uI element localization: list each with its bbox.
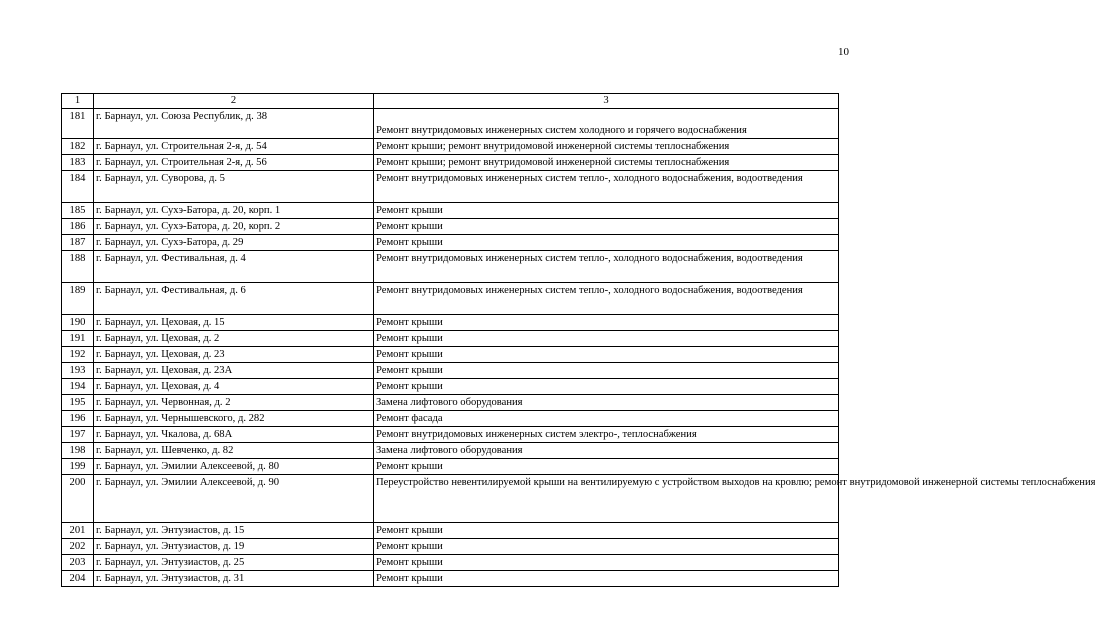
row-work-type: Ремонт крыши [374, 315, 839, 331]
row-work-type: Ремонт внутридомовых инженерных систем тепло-, холодного водоснабжения, водоотведения [374, 251, 839, 283]
row-number: 193 [62, 363, 94, 379]
row-address: г. Барнаул, ул. Цеховая, д. 23 [94, 347, 374, 363]
row-number: 200 [62, 475, 94, 523]
row-address: г. Барнаул, ул. Строительная 2-я, д. 54 [94, 139, 374, 155]
table-row [62, 411, 839, 427]
row-address: г. Барнаул, ул. Шевченко, д. 82 [94, 443, 374, 459]
row-number: 197 [62, 427, 94, 443]
table-row [62, 555, 839, 571]
column-header-number: 1 [62, 94, 94, 109]
row-address: г. Барнаул, ул. Цеховая, д. 15 [94, 315, 374, 331]
table-row [62, 475, 839, 523]
row-work-type: Ремонт крыши [374, 555, 839, 571]
column-header-address: 2 [94, 94, 374, 109]
table-row [62, 523, 839, 539]
row-work-type: Переустройство невентилируемой крыши на вентилируемую с устройством выходов на кровлю; ремонт внутридомовой инженерной системы теплоснабжения [374, 475, 839, 523]
row-number: 182 [62, 139, 94, 155]
table-row [62, 235, 839, 251]
table-row [62, 139, 839, 155]
table-row [62, 155, 839, 171]
table-row [62, 109, 839, 139]
repair-list-table [61, 93, 1095, 587]
row-address: г. Барнаул, ул. Чкалова, д. 68А [94, 427, 374, 443]
table-row [62, 443, 839, 459]
row-number: 201 [62, 523, 94, 539]
row-number: 196 [62, 411, 94, 427]
row-work-type: Ремонт крыши [374, 523, 839, 539]
row-work-type: Ремонт внутридомовых инженерных систем холодного и горячего водоснабжения [374, 109, 839, 139]
row-address: г. Барнаул, ул. Энтузиастов, д. 31 [94, 571, 374, 587]
row-work-type: Замена лифтового оборудования [374, 443, 839, 459]
row-number: 185 [62, 203, 94, 219]
table-header-row [62, 94, 839, 109]
table-row [62, 571, 839, 587]
row-number: 190 [62, 315, 94, 331]
row-address: г. Барнаул, ул. Цеховая, д. 23А [94, 363, 374, 379]
row-work-type: Ремонт крыши; ремонт внутридомовой инженерной системы теплоснабжения [374, 139, 839, 155]
row-work-type: Ремонт крыши; ремонт внутридомовой инженерной системы теплоснабжения [374, 155, 839, 171]
row-address: г. Барнаул, ул. Фестивальная, д. 4 [94, 251, 374, 283]
table-row [62, 395, 839, 411]
table-row [62, 219, 839, 235]
row-number: 188 [62, 251, 94, 283]
row-number: 184 [62, 171, 94, 203]
row-number: 192 [62, 347, 94, 363]
row-number: 191 [62, 331, 94, 347]
row-work-type: Замена лифтового оборудования [374, 395, 839, 411]
row-number: 181 [62, 109, 94, 139]
row-work-type: Ремонт крыши [374, 219, 839, 235]
row-address: г. Барнаул, ул. Сухэ-Батора, д. 20, корп. 1 [94, 203, 374, 219]
table-row [62, 331, 839, 347]
row-number: 195 [62, 395, 94, 411]
row-address: г. Барнаул, ул. Суворова, д. 5 [94, 171, 374, 203]
row-address: г. Барнаул, ул. Цеховая, д. 4 [94, 379, 374, 395]
row-number: 203 [62, 555, 94, 571]
row-number: 199 [62, 459, 94, 475]
row-address: г. Барнаул, ул. Чернышевского, д. 282 [94, 411, 374, 427]
table-row [62, 251, 839, 283]
table-row [62, 379, 839, 395]
table-row [62, 171, 839, 203]
row-address: г. Барнаул, ул. Цеховая, д. 2 [94, 331, 374, 347]
row-address: г. Барнаул, ул. Энтузиастов, д. 19 [94, 539, 374, 555]
table-row [62, 203, 839, 219]
row-address: г. Барнаул, ул. Эмилии Алексеевой, д. 90 [94, 475, 374, 523]
table-row [62, 283, 839, 315]
row-work-type: Ремонт крыши [374, 539, 839, 555]
table-row [62, 459, 839, 475]
row-work-type: Ремонт крыши [374, 347, 839, 363]
row-work-type: Ремонт крыши [374, 331, 839, 347]
row-address: г. Барнаул, ул. Сухэ-Батора, д. 29 [94, 235, 374, 251]
row-address: г. Барнаул, ул. Червонная, д. 2 [94, 395, 374, 411]
table-row [62, 363, 839, 379]
row-number: 187 [62, 235, 94, 251]
row-number: 202 [62, 539, 94, 555]
row-work-type: Ремонт крыши [374, 379, 839, 395]
row-number: 186 [62, 219, 94, 235]
table-row [62, 427, 839, 443]
row-number: 198 [62, 443, 94, 459]
table-row [62, 347, 839, 363]
row-work-type: Ремонт крыши [374, 363, 839, 379]
row-number: 189 [62, 283, 94, 315]
row-work-type: Ремонт крыши [374, 459, 839, 475]
row-address: г. Барнаул, ул. Фестивальная, д. 6 [94, 283, 374, 315]
row-number: 194 [62, 379, 94, 395]
row-work-type: Ремонт внутридомовых инженерных систем электро-, теплоснабжения [374, 427, 839, 443]
row-address: г. Барнаул, ул. Союза Республик, д. 38 [94, 109, 374, 139]
row-address: г. Барнаул, ул. Сухэ-Батора, д. 20, корп. 2 [94, 219, 374, 235]
row-work-type: Ремонт крыши [374, 203, 839, 219]
row-work-type: Ремонт крыши [374, 571, 839, 587]
page-number: 10 [838, 46, 849, 58]
row-address: г. Барнаул, ул. Энтузиастов, д. 25 [94, 555, 374, 571]
column-header-work: 3 [374, 94, 839, 109]
row-work-type: Ремонт внутридомовых инженерных систем тепло-, холодного водоснабжения, водоотведения [374, 283, 839, 315]
row-work-type: Ремонт крыши [374, 235, 839, 251]
row-work-type: Ремонт внутридомовых инженерных систем тепло-, холодного водоснабжения, водоотведения [374, 171, 839, 203]
row-work-type: Ремонт фасада [374, 411, 839, 427]
row-address: г. Барнаул, ул. Эмилии Алексеевой, д. 80 [94, 459, 374, 475]
table-row [62, 539, 839, 555]
row-number: 204 [62, 571, 94, 587]
row-address: г. Барнаул, ул. Строительная 2-я, д. 56 [94, 155, 374, 171]
row-number: 183 [62, 155, 94, 171]
table-row [62, 315, 839, 331]
row-address: г. Барнаул, ул. Энтузиастов, д. 15 [94, 523, 374, 539]
